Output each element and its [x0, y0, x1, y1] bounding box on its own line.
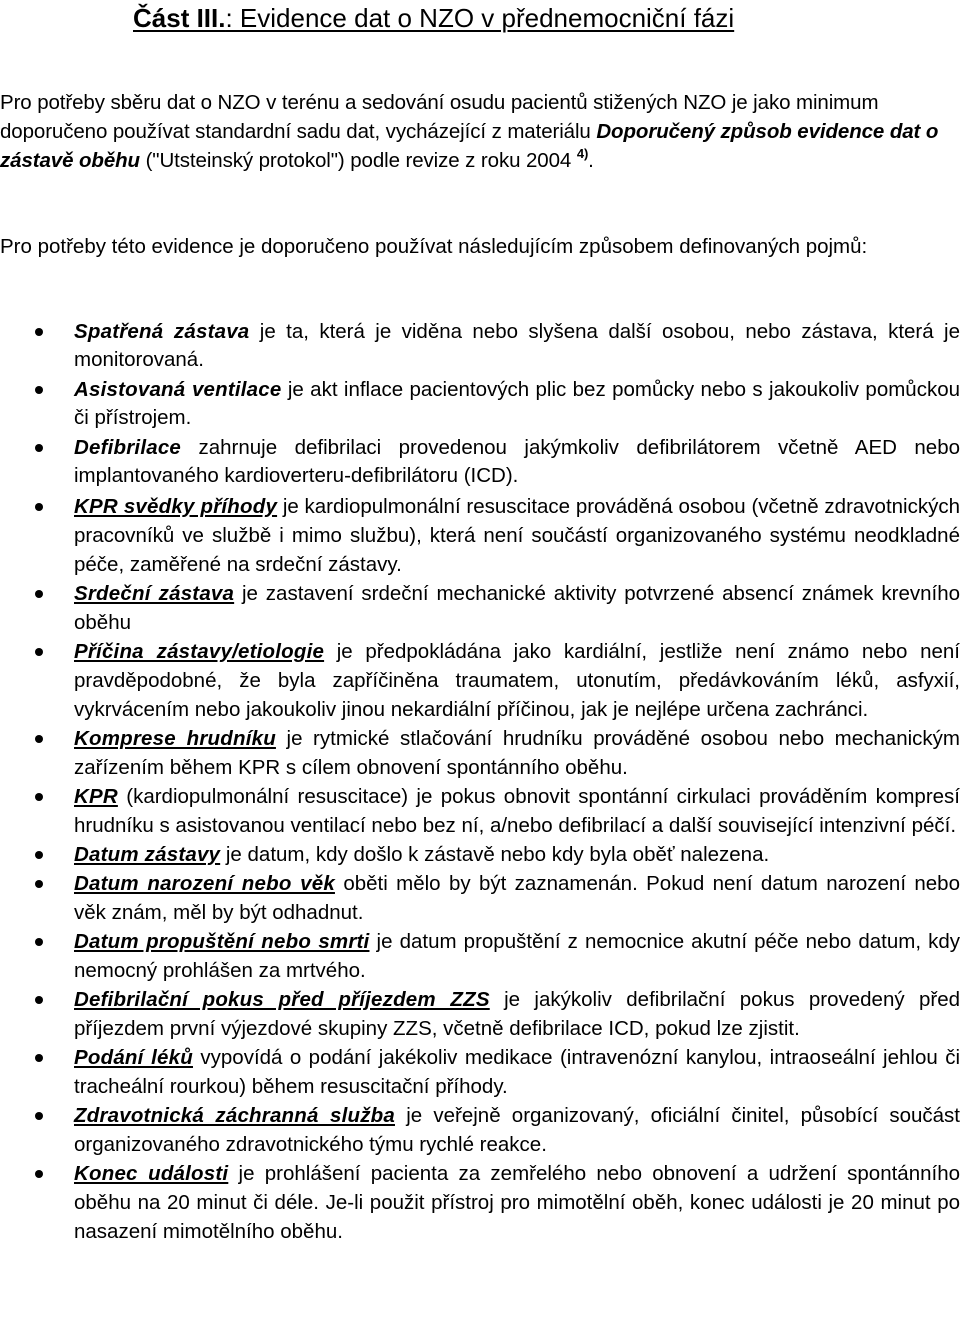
definition-item — [0, 927, 960, 985]
definition-term: Defibrilační pokus před příjezdem ZZS — [74, 988, 490, 1011]
reference-number: 4) — [576, 146, 589, 161]
intro-text: Pro potřeby sběru dat o NZO v terénu a sedování osudu pacientů stižených NZO je jako minimum doporučeno používat standardní sadu dat, vycházející z materiálu — [0, 91, 879, 143]
bullet-icon — [35, 851, 43, 859]
definition-term: KPR — [74, 785, 118, 808]
bullet-icon — [35, 793, 43, 801]
intro-paragraph — [0, 88, 960, 175]
definition-term: Datum propuštění nebo smrti — [74, 930, 370, 953]
definition-text: je prohlášení pacienta za zemřelého nebo obnovení a udržení spontánního oběhu na 20 minut či déle. Je-li použit přístroj pro mimotělní oběh, konec události je 20 minut po nasazení mimotělního oběhu. — [74, 1162, 960, 1243]
definition-term: Komprese hrudníku — [74, 727, 276, 750]
title-part-label: Část III. — [133, 3, 226, 33]
definition-item — [0, 376, 960, 432]
definition-item — [0, 782, 960, 840]
definition-term: Spatřená zástava — [74, 320, 250, 343]
definition-item — [0, 579, 960, 637]
bullet-icon — [35, 880, 43, 888]
definition-item — [0, 724, 960, 782]
definition-item — [0, 637, 960, 724]
bullet-icon — [35, 1112, 43, 1120]
definition-term: Datum narození nebo věk — [74, 872, 335, 895]
intro-document-name: Doporučený způsob evidence dat o zástavě oběhu — [0, 120, 939, 172]
definition-item — [0, 1159, 960, 1246]
definition-text: (kardiopulmonální resuscitace) je pokus obnovit spontánní cirkulaci prováděním kompresí hrudníku s asistovanou ventilací nebo bez ní, a/nebo defibrilací a další související intenzivní péčí. — [74, 785, 960, 837]
definition-item — [0, 840, 960, 869]
definition-term: Asistovaná ventilace — [74, 378, 282, 401]
definition-term: Defibrilace — [74, 436, 182, 459]
definition-item — [0, 318, 960, 374]
definition-text: je datum, kdy došlo k zástavě nebo kdy byla oběť nalezena. — [220, 843, 770, 866]
definitions-intro: Pro potřeby této evidence je doporučeno používat následujícím způsobem definovaných pojmů: — [0, 235, 868, 258]
bullet-icon — [35, 328, 43, 336]
definition-term: Podání léků — [74, 1046, 193, 1069]
definition-term: KPR svědky příhody — [74, 495, 278, 518]
definition-term: Datum zástavy — [74, 843, 221, 866]
definitions-list — [0, 318, 960, 1246]
bullet-icon — [35, 1054, 43, 1062]
bullet-icon — [35, 996, 43, 1004]
definition-text: oběti mělo by být zaznamenán. Pokud není datum narození nebo věk znám, měl by být odhadnut. — [74, 872, 960, 924]
definition-item — [0, 985, 960, 1043]
intro-end: . — [588, 149, 594, 172]
definition-item — [0, 434, 960, 490]
definition-text: vypovídá o podání jakékoliv medikace (intravenózní kanylou, intraoseální jehlou či tracheální rourkou) během resuscitační příhody. — [74, 1046, 960, 1098]
definition-text: je jakýkoliv defibrilační pokus provedený před příjezdem první výjezdové skupiny ZZS, včetně defibrilace ICD, pokud lze zjistit. — [74, 988, 960, 1040]
intro-text-after: ("Utsteinský protokol") podle revize z roku 2004 — [139, 149, 577, 172]
page-title — [133, 1, 734, 35]
bullet-icon — [35, 938, 43, 946]
bullet-icon — [35, 386, 43, 394]
definition-term: Příčina zástavy/etiologie — [74, 640, 325, 663]
definition-term: Konec události — [74, 1162, 229, 1185]
bullet-icon — [35, 648, 43, 656]
bullet-icon — [35, 444, 43, 452]
definition-text: je zastavení srdeční mechanické aktivity potvrzené absencí známek krevního oběhu — [74, 582, 960, 634]
definition-item — [0, 492, 960, 579]
definition-text: je ta, která je viděna nebo slyšena další osobou, nebo zástava, která je monitorovaná. — [74, 320, 960, 371]
bullet-icon — [35, 503, 43, 511]
definition-term: Zdravotnická záchranná služba — [74, 1104, 395, 1127]
definition-text: zahrnuje defibrilaci provedenou jakýmkoliv defibrilátorem včetně AED nebo implantovaného kardioverteru-defibrilátoru (ICD). — [74, 436, 960, 487]
definition-item — [0, 1043, 960, 1101]
definition-text: je veřejně organizovaný, oficiální činitel, působící součást organizovaného zdravotnického týmu rychlé reakce. — [74, 1104, 960, 1156]
definition-item — [0, 869, 960, 927]
definition-text: je kardiopulmonální resuscitace prováděná osobou (včetně zdravotnických pracovníků ve službě i mimo službu), která není součástí organizovaného systému neodkladné péče, zaměřené na srdeční zástavy. — [74, 495, 960, 576]
definition-text: je datum propuštění z nemocnice akutní péče nebo datum, kdy nemocný prohlášen za mrtvého. — [74, 930, 960, 982]
title-text: : Evidence dat o NZO v přednemocniční fázi — [225, 3, 735, 33]
definition-text: je rytmické stlačování hrudníku prováděné osobou nebo mechanickým zařízením během KPR s cílem obnovení spontánního oběhu. — [74, 727, 960, 779]
bullet-icon — [35, 1170, 43, 1178]
bullet-icon — [35, 735, 43, 743]
definition-text: je předpokládána jako kardiální, jestliže není známo nebo není pravděpodobné, že byla zapříčiněna traumatem, utonutím, předávkováním léků, asfyxií, vykrvácením nebo jakoukoliv jinou nekardiální příčinou, jak je nejlépe určena zachránci. — [74, 640, 960, 721]
bullet-icon — [35, 590, 43, 598]
definition-term: Srdeční zástava — [74, 582, 235, 605]
definition-item — [0, 1101, 960, 1159]
definition-text: je akt inflace pacientových plic bez pomůcky nebo s jakoukoliv pomůckou či přístrojem. — [74, 378, 960, 429]
